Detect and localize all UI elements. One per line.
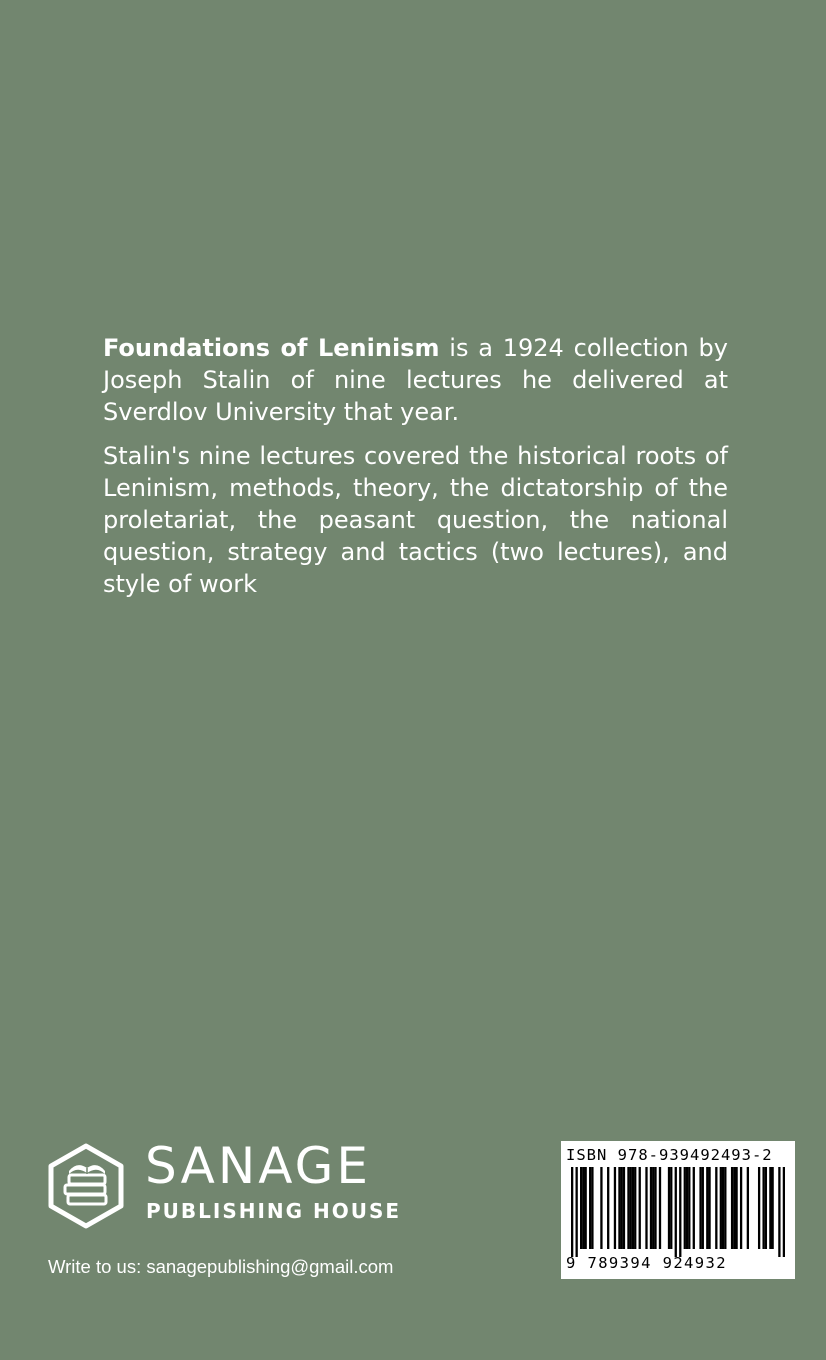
back-cover-blurb (103, 332, 728, 600)
barcode-bar (585, 1167, 587, 1249)
publisher-subtitle: PUBLISHING HOUSE (146, 1199, 402, 1223)
barcode-bar (623, 1167, 625, 1249)
barcode-bar (720, 1167, 722, 1249)
barcode-bar (740, 1167, 742, 1249)
barcode-bar (731, 1167, 733, 1249)
barcode-bar (765, 1167, 767, 1249)
barcode-bar (659, 1167, 661, 1249)
barcode-bar (783, 1167, 785, 1257)
blurb-paragraph-1 (103, 332, 728, 428)
barcode-bar (686, 1167, 688, 1249)
barcode-bar (591, 1167, 593, 1249)
barcode-bar (645, 1167, 647, 1249)
barcode-bar (693, 1167, 695, 1249)
barcode-bar (722, 1167, 724, 1249)
barcode-bar (654, 1167, 656, 1249)
barcode-bar (715, 1167, 717, 1249)
barcode-bar (688, 1167, 690, 1249)
barcode-bar (634, 1167, 636, 1249)
barcode-bar (600, 1167, 602, 1249)
barcode-bar (632, 1167, 634, 1249)
barcode-bar (670, 1167, 672, 1249)
barcode-bar (762, 1167, 764, 1249)
publisher-name: SANAGE (145, 1137, 371, 1195)
barcode-bar (652, 1167, 654, 1249)
barcode-bar (771, 1167, 773, 1249)
barcode-bar (758, 1167, 760, 1249)
book-title: Foundations of Leninism (103, 334, 440, 362)
barcode-bar (733, 1167, 735, 1249)
barcode-bar (747, 1167, 749, 1249)
barcode-bar (679, 1167, 681, 1257)
barcode-bar (778, 1167, 780, 1257)
barcode-bar (580, 1167, 582, 1249)
barcode-bar (650, 1167, 652, 1249)
barcode-bar (630, 1167, 632, 1249)
barcode-bar (589, 1167, 591, 1249)
barcode-bar (571, 1167, 573, 1257)
barcode-bar (627, 1167, 629, 1249)
barcode-bar (668, 1167, 670, 1249)
barcode-bar (576, 1167, 578, 1257)
contact-email: Write to us: sanagepublishing@gmail.com (48, 1256, 394, 1277)
barcode-digits: 9 789394 924932 (566, 1254, 727, 1272)
barcode-bar (724, 1167, 726, 1249)
blurb-paragraph-1-text: is a 1924 collection by Joseph Stalin of nine lectures he delivered at Sverdlov University that year. (103, 334, 728, 426)
barcode-bar (582, 1167, 584, 1249)
isbn-barcode (561, 1141, 795, 1279)
barcode-bar (708, 1167, 710, 1249)
barcode-bar (607, 1167, 609, 1249)
barcode-bar (699, 1167, 701, 1249)
barcode-bars (571, 1167, 785, 1257)
barcode-bar (675, 1167, 677, 1257)
books-hexagon-icon (47, 1143, 125, 1229)
isbn-label: ISBN 978-939492493-2 (566, 1146, 773, 1164)
barcode-bar (621, 1167, 623, 1249)
barcode-bar (735, 1167, 737, 1249)
barcode-bar (618, 1167, 620, 1249)
barcode-bar (702, 1167, 704, 1249)
barcode-bar (684, 1167, 686, 1249)
barcode-bar (769, 1167, 771, 1249)
blurb-paragraph-2: Stalin's nine lectures covered the historical roots of Leninism, methods, theory, the dictatorship of the proletariat, the peasant question, the national question, strategy and tactics (two lectures), and style of work (103, 442, 728, 598)
barcode-bar (639, 1167, 641, 1249)
barcode-bar (706, 1167, 708, 1249)
publisher-logo (47, 1137, 402, 1231)
barcode-bar (614, 1167, 616, 1249)
